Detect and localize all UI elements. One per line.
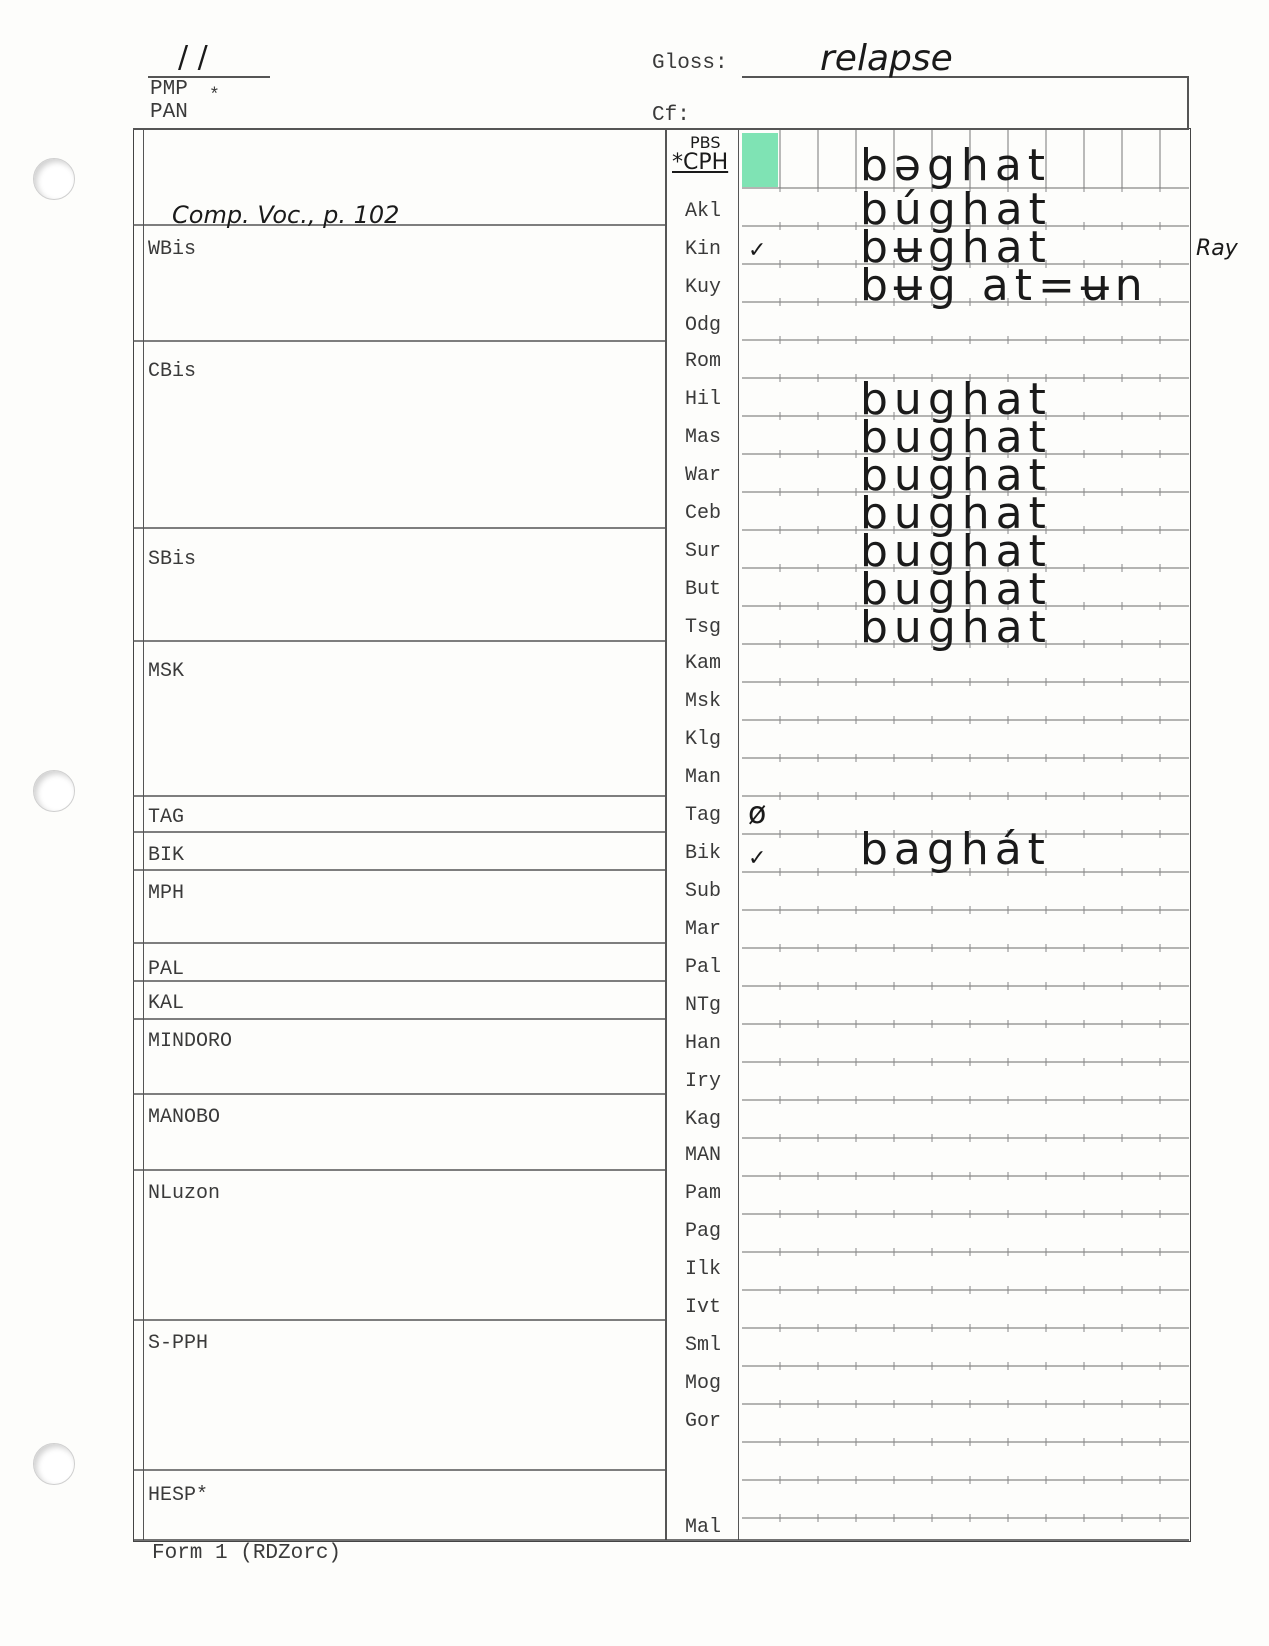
code-label-sml: Sml <box>684 1334 721 1357</box>
group-label-msk: MSK <box>148 660 185 683</box>
gloss-label: Gloss: <box>652 52 728 75</box>
code-label-akl: Akl <box>684 200 721 223</box>
code-label-kag: Kag <box>684 1108 721 1131</box>
group-label-kal: KAL <box>148 992 185 1015</box>
side-note: Ray <box>1196 236 1238 261</box>
code-label-mog: Mog <box>684 1372 721 1395</box>
entry-kin: bʉghat <box>860 222 1052 273</box>
entry-war: bughat <box>860 450 1052 501</box>
group-label-wbis: WBis <box>148 238 197 261</box>
code-label-pam: Pam <box>684 1182 721 1205</box>
group-label-manobo: MANOBO <box>148 1106 221 1129</box>
group-label-s-pph: S-PPH <box>148 1332 209 1355</box>
entry-sur: bughat <box>860 526 1052 577</box>
code-label-hil: Hil <box>684 388 721 411</box>
entry-akl: búghat <box>860 184 1052 235</box>
code-label-tag: Tag <box>684 804 721 827</box>
group-label-nluzon: NLuzon <box>148 1182 221 1205</box>
comp-voc-note: Comp. Voc., p. 102 <box>172 201 400 229</box>
code-label-ntg: NTg <box>684 994 721 1017</box>
cf-label: Cf: <box>652 104 690 127</box>
code-label-klg: Klg <box>684 728 721 751</box>
entry-ceb: bughat <box>860 488 1052 539</box>
group-label-tag: TAG <box>148 806 185 829</box>
group-label-mindoro: MINDORO <box>148 1030 233 1053</box>
code-label-gor: Gor <box>684 1410 721 1433</box>
code-label-rom: Rom <box>684 350 721 373</box>
code-label-sur: Sur <box>684 540 721 563</box>
code-label-mal: Mal <box>684 1516 721 1539</box>
tag-null-mark: ø <box>748 796 767 831</box>
code-label-kin: Kin <box>684 238 721 261</box>
gloss-value: relapse <box>820 38 953 79</box>
code-pbs: PBS <box>690 133 721 152</box>
code-label-but: But <box>684 578 721 601</box>
entry-mas: bughat <box>860 412 1052 463</box>
entry-kuy: bʉg at=ʉn <box>860 260 1149 311</box>
slash-marks: / / <box>178 40 208 75</box>
code-label-sub: Sub <box>684 880 721 903</box>
form-footer: Form 1 (RDZorc) <box>152 1542 342 1565</box>
entry-but: bughat <box>860 564 1052 615</box>
code-label-iry: Iry <box>684 1070 721 1093</box>
code-label-pag: Pag <box>684 1220 721 1243</box>
kin-check-mark: ✓ <box>748 238 767 263</box>
entry-tsg: bughat <box>860 602 1052 653</box>
code-label-kuy: Kuy <box>684 276 721 299</box>
entry-bik: baghát <box>860 824 1051 875</box>
bik-check-mark: ✓ <box>748 846 767 871</box>
code-label-kam: Kam <box>684 652 721 675</box>
code-label-war: War <box>684 464 721 487</box>
group-label-mph: MPH <box>148 882 185 905</box>
entry-hil: bughat <box>860 374 1052 425</box>
star-mark: * <box>209 86 220 106</box>
code-label-mas: Mas <box>684 426 721 449</box>
code-label-ilk: Ilk <box>684 1258 721 1281</box>
code-label-tsg: Tsg <box>684 616 721 639</box>
pan-label: PAN <box>150 101 188 124</box>
code-label-pal: Pal <box>684 956 721 979</box>
code-label-man: Man <box>684 766 721 789</box>
pmp-label: PMP <box>150 78 188 101</box>
entry-cph: bəghat <box>860 140 1052 191</box>
code-label-man: MAN <box>684 1144 721 1167</box>
code-label-odg: Odg <box>684 314 721 337</box>
code-label-ceb: Ceb <box>684 502 721 525</box>
code-label-msk: Msk <box>684 690 721 713</box>
code-label-han: Han <box>684 1032 721 1055</box>
group-label-bik: BIK <box>148 844 185 867</box>
code-label-ivt: Ivt <box>684 1296 721 1319</box>
group-label-hesp: HESP* <box>148 1484 209 1507</box>
group-label-pal: PAL <box>148 958 185 981</box>
code-cph: *CPH <box>672 150 729 175</box>
group-label-cbis: CBis <box>148 360 197 383</box>
code-label-bik: Bik <box>684 842 721 865</box>
group-label-sbis: SBis <box>148 548 197 571</box>
code-label-mar: Mar <box>684 918 721 941</box>
